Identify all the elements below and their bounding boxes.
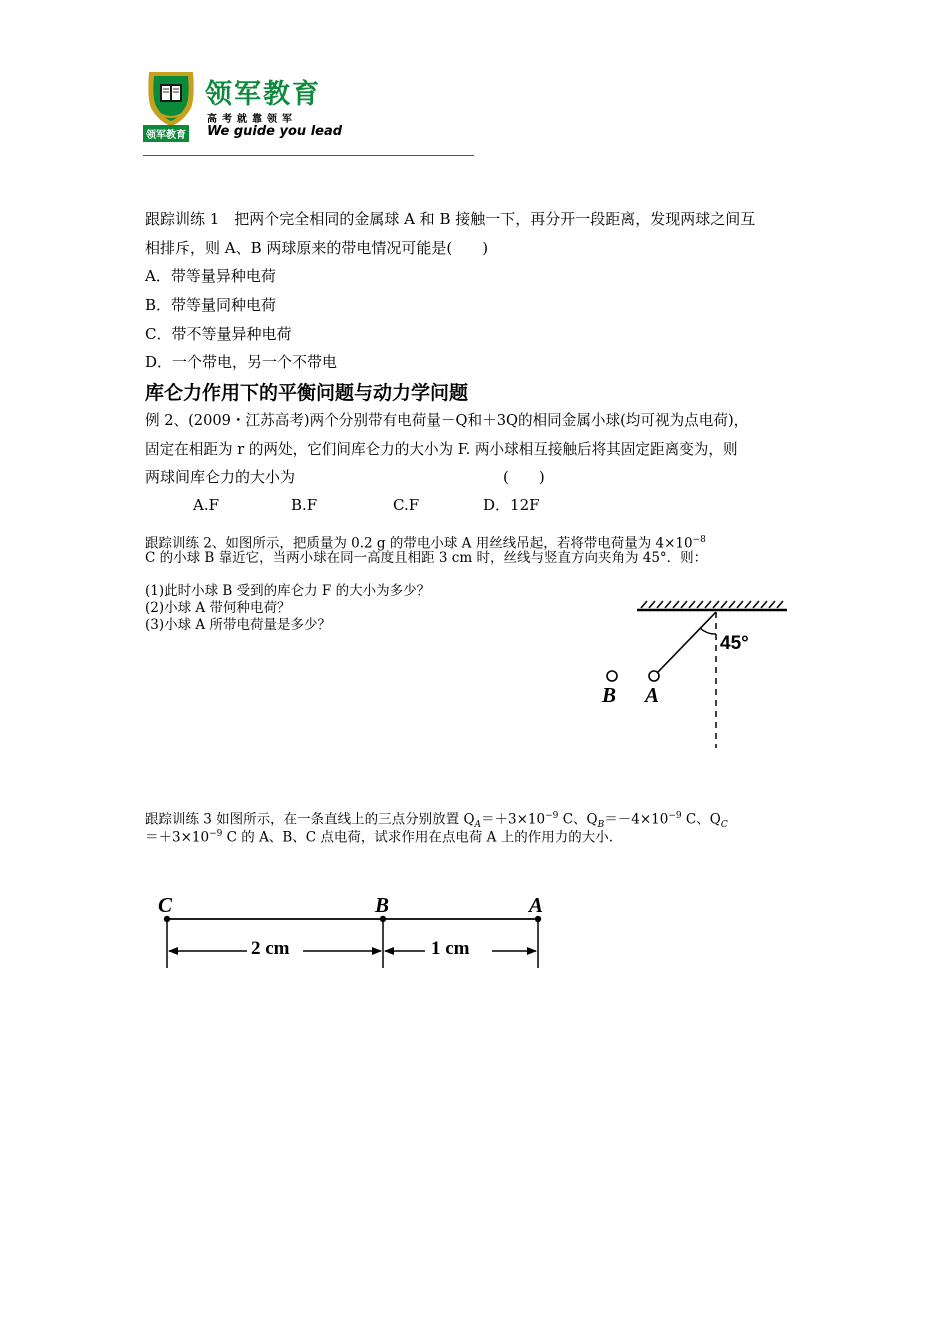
exercise2-question-3: (3)小球 A 所带电荷量是多少？ — [145, 617, 331, 633]
ball-b-label: B — [602, 683, 617, 707]
pendulum-diagram — [595, 598, 795, 753]
ex3-text-1: 跟踪训练 3 如图所示，在一条直线上的三点分别放置 Q — [145, 811, 475, 828]
exercise1-option-c: C．带不等量异种电荷 — [145, 325, 292, 343]
example2-option-c: C.F — [393, 496, 420, 514]
logo — [143, 68, 343, 146]
logo-title: 领军教育 — [205, 79, 321, 110]
exercise1-line1: 跟踪训练 1 把两个完全相同的金属球 A 和 B 接触一下，再分开一段距离，发现两球之间互 — [145, 210, 756, 228]
logo-subtitle-en: We guide you lead — [207, 124, 343, 139]
point-a-label: A — [529, 893, 544, 917]
ex3-sub-c: C — [720, 820, 728, 831]
exercise1-option-a: A．带等量异种电荷 — [145, 267, 276, 285]
exercise1-option-d: D．一个带电，另一个不带电 — [145, 353, 338, 371]
logo-badge-label: 领军教育 — [143, 125, 189, 142]
exercise2-exponent: −8 — [692, 535, 706, 545]
distance-ba-label: 1 cm — [431, 938, 470, 959]
example2-line1: 例 2、(2009・江苏高考)两个分别带有电荷量－Q和＋3Q的相同金属小球(均可视为点电荷)， — [145, 412, 749, 429]
distance-cb-label: 2 cm — [251, 938, 290, 959]
exercise1-option-b: B．带等量同种电荷 — [145, 296, 277, 314]
logo-subtitle-cn: 高考就靠领军 — [207, 114, 297, 125]
ex3-text-5: C、Q — [681, 811, 721, 828]
ball-a-label: A — [645, 683, 660, 707]
ex3-exp-3: −9 — [209, 829, 223, 839]
logo-shield-icon — [143, 68, 199, 128]
angle-label: 45° — [720, 633, 749, 654]
ex3-text-7: C 的 A、B、C 点电荷，试求作用在点电荷 A 上的作用力的大小. — [222, 829, 613, 846]
point-c-label: C — [158, 893, 173, 917]
ex3-exp-2: −9 — [668, 811, 682, 821]
example2-bracket: ( ) — [503, 468, 545, 486]
section-heading: 库仑力作用下的平衡问题与动力学问题 — [145, 382, 469, 404]
ex3-text-6: ＝＋3×10 — [145, 829, 210, 846]
example2-option-b: B.F — [291, 496, 318, 514]
exercise1-line2: 相排斥，则 A、B 两球原来的带电情况可能是( ) — [145, 239, 489, 257]
line-diagram — [150, 893, 560, 973]
exercise2-line1 — [145, 533, 706, 551]
ex3-text-3: C、Q — [558, 811, 598, 828]
exercise2-line2: C 的小球 B 靠近它，当两小球在同一高度且相距 3 cm 时，丝线与竖直方向夹角为 45°．则： — [145, 550, 708, 566]
exercise2-figure — [595, 598, 795, 753]
exercise3-figure — [150, 893, 560, 973]
example2-option-d: D．12F — [483, 496, 540, 514]
exercise2-question-1: (1)此时小球 B 受到的库仑力 F 的大小为多少？ — [145, 583, 431, 599]
header-rule — [143, 155, 474, 156]
example2-option-a: A.F — [193, 496, 220, 514]
exercise3-line2 — [145, 827, 613, 845]
exercise2-line1-text: 跟踪训练 2、如图所示，把质量为 0.2 g 的带电小球 A 用丝线吊起，若将带电荷量为 4×10 — [145, 535, 693, 552]
ex3-exp-1: −9 — [545, 811, 559, 821]
ex3-text-4: ＝－4×10 — [604, 811, 669, 828]
point-b-label: B — [375, 893, 390, 917]
ex3-text-2: ＝＋3×10 — [481, 811, 546, 828]
ex3-sub-b: B — [597, 820, 605, 831]
example2-line2: 固定在相距为 r 的两处，它们间库仑力的大小为 F. 两小球相互接触后将其固定距离变为，则 — [145, 441, 738, 458]
ex3-sub-a: A — [474, 820, 482, 831]
example2-line3: 两球间库仑力的大小为 — [145, 468, 296, 486]
exercise2-question-2: (2)小球 A 带何种电荷？ — [145, 600, 291, 616]
